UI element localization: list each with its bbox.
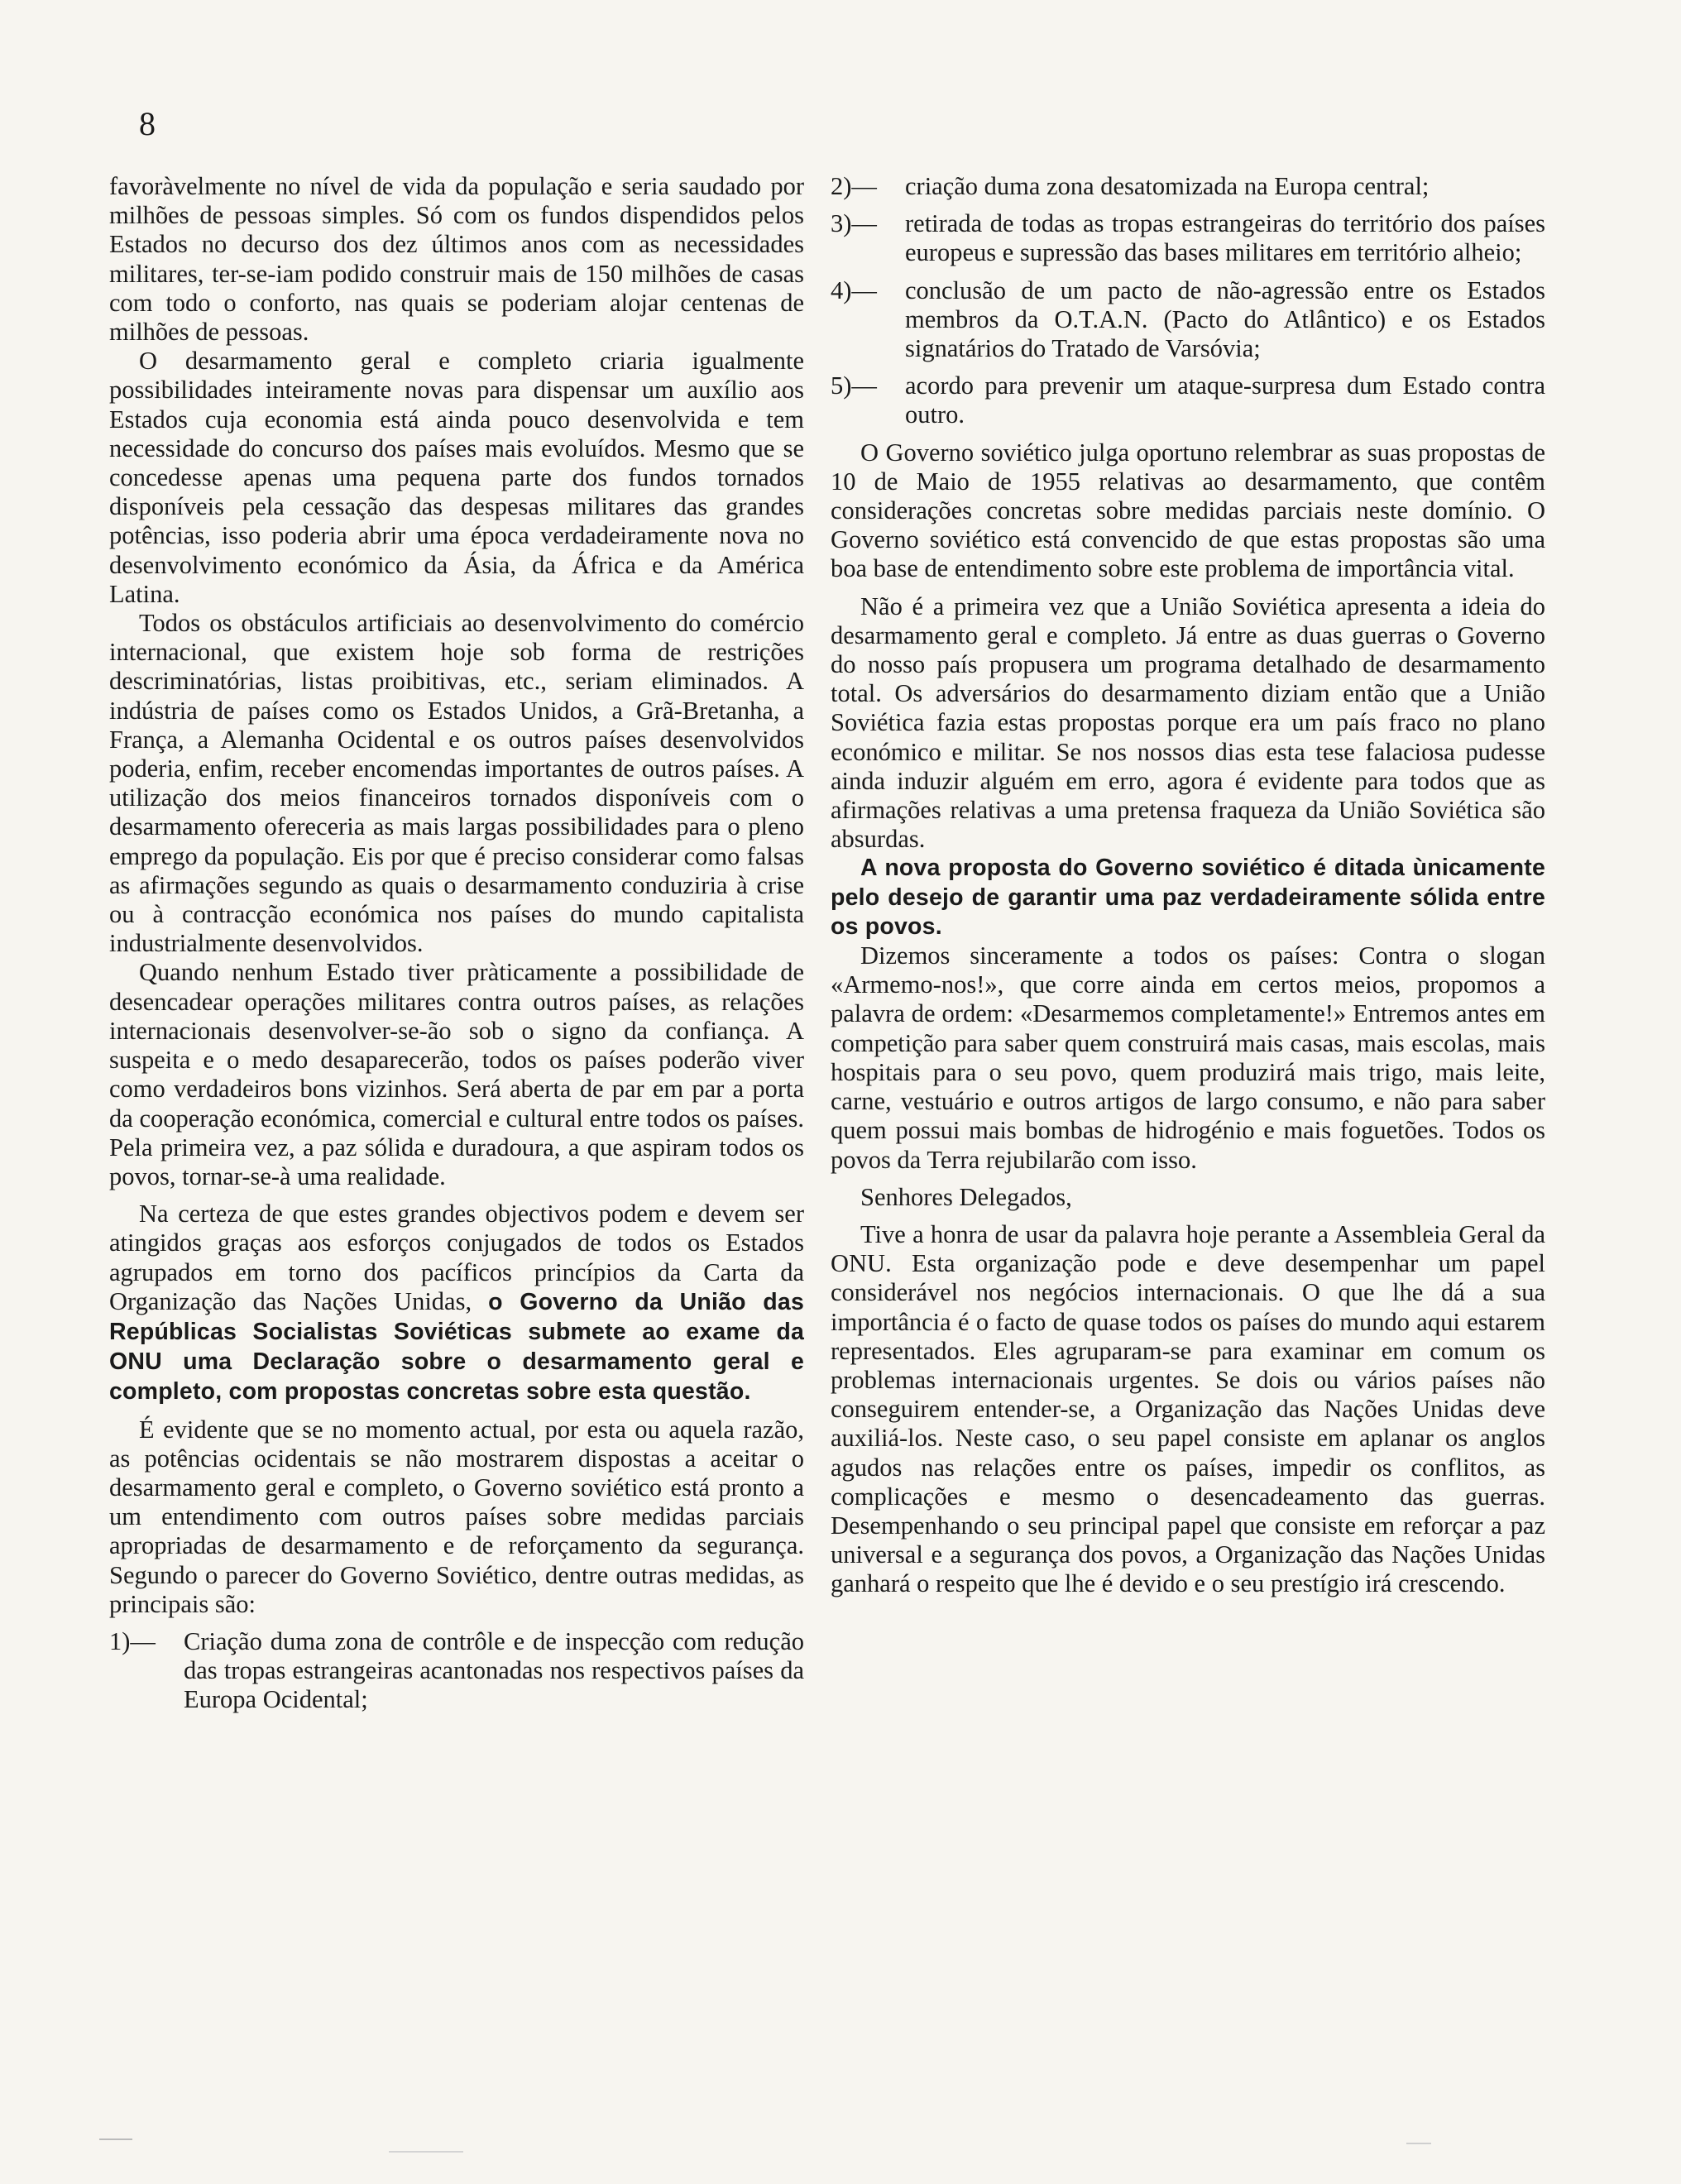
list-number: 2)— (831, 172, 877, 200)
scan-speck (99, 2138, 132, 2140)
declaration-bold-text: o Governo da União das Repúblicas Socialistas Soviéticas submete ao exame da ONU uma Declaração sobre o desarmamento geral e completo, com propostas concretas sobre esta questão. (109, 1288, 805, 1406)
bold-statement: A nova proposta do Governo soviético é ditada ùnicamente pelo desejo de garantir uma paz verdadeiramente sólida entre os povos. (831, 855, 1545, 940)
list-text: retirada de todas as tropas estrangeiras do território dos países europeus e supressão das bases militares em território alheio; (905, 209, 1545, 267)
list-text: acordo para prevenir um ataque-surpresa dum Estado contra outro. (905, 371, 1545, 429)
list-number: 3)— (831, 209, 877, 238)
paragraph-declaration (109, 1200, 804, 1406)
page-number: 8 (139, 105, 156, 142)
paragraph-lead: Na certeza de que estes grandes objectivos podem e devem ser atingidos graças aos esforços conjugados de todos os Estados agrupados em torno dos pacíficos princípios da Carta da Organização das Nações Unidas, (109, 1200, 804, 1315)
paragraph: Quando nenhum Estado tiver pràticamente a possibilidade de desencadear operações militares contra outros países, as relações internacionais desenvolver-se-ão sob o signo da confiança. A suspeita e o medo desaparecerão, todos os países poderão viver como verdadeiros bons vizinhos. Será aberta de par em par a porta da cooperação económica, comercial e cultural entre todos os países. Pela primeira vez, a paz sólida e duradoura, a que aspiram todos os povos, tornar-se-à uma realidade. (109, 958, 804, 1190)
paragraph: Todos os obstáculos artificiais ao desenvolvimento do comércio internacional, que existem hoje sob forma de restrições descriminatórias, listas proibitivas, etc., seriam eliminados. A indústria de países como os Estados Unidos, a Grã-Bretanha, a França, a Alemanha Ocidental e os outros países desenvolvidos poderia, enfim, receber encomendas importantes de outros países. A utilização dos meios financeiros tornados disponíveis com o desarmamento ofereceria as mais largas possibilidades para o pleno emprego da população. Eis por que é preciso considerar como falsas as afirmações segundo as quais o desarmamento conduziria à crise ou à contracção económica nos países do mundo capitalista industrialmente desenvolvidos. (109, 609, 804, 958)
paragraph: O desarmamento geral e completo criaria igualmente possibilidades inteiramente novas para dispensar um auxílio aos Estados cuja economia está ainda pouco desenvolvida e tem necessidade do concurso dos países mais evoluídos. Mesmo que se concedesse apenas uma pequena parte dos fundos tornados disponíveis pela cessação das despesas militares das grandes potências, isso poderia abrir uma época verdadeiramente nova no desenvolvimento económico da Ásia, da África e da América Latina. (109, 347, 804, 608)
paragraph: favoràvelmente no nível de vida da população e seria saudado por milhões de pessoas simples. Só com os fundos dispendidos pelos Estados no decurso dos dez últimos anos com as necessidades militares, ter-se-iam podido construir mais de 150 milhões de casas com todo o conforto, nas quais se poderiam alojar centenas de milhões de pessoas. (109, 172, 804, 347)
list-item (831, 172, 1545, 201)
right-column (831, 172, 1545, 1599)
list-text: criação duma zona desatomizada na Europa central; (905, 172, 1430, 200)
list-text: conclusão de um pacto de não-agressão entre os Estados membros da O.T.A.N. (Pacto do Atlântico) e os Estados signatários do Tratado de Varsóvia; (905, 275, 1545, 363)
paragraph: É evidente que se no momento actual, por esta ou aquela razão, as potências ocidentais se não mostrarem dispostas a aceitar o desarmamento geral e completo, o Governo soviético está pronto a um entendimento com outros países sobre medidas parciais apropriadas de desarmamento e de reforçamento da segurança. Segundo o parecer do Governo Soviético, dentre outras medidas, as principais são: (109, 1415, 804, 1618)
salutation: Senhores Delegados, (860, 1182, 1072, 1211)
list-number: 4)— (831, 275, 877, 304)
list-number: 1)— (109, 1626, 156, 1655)
paragraph: Não é a primeira vez que a União Soviética apresenta a ideia do desarmamento geral e completo. Já entre as duas guerras o Governo do nosso país propusera um programa detalhado de desarmamento total. Os adversários do desarmamento diziam então que a União Soviética fazia estas propostas porque era um país fraco no plano económico e militar. Se nos nossos dias esta tese falaciosa pudesse ainda induzir alguém em erro, agora é evidente para todos que as afirmações relativas a uma pretensa fraqueza da União Soviética são absurdas. (831, 592, 1545, 854)
list-item (831, 209, 1545, 267)
paragraph: Tive a honra de usar da palavra hoje perante a Assembleia Geral da ONU. Esta organização pode e deve desempenhar um papel considerável nos negócios internacionais. O que lhe dá a sua importância é o facto de quase todos os países do mundo aqui estarem representados. Eles agruparam-se para examinar em comum os problemas internacionais urgentes. Se dois ou vários países não conseguirem entender-se, a Organização das Nações Unidas deve auxiliá-los. Neste caso, o seu papel consiste em aplanar os anglos agudos nas relações entre os países, impedir os conflitos, as complicações e mesmo o desencadeamento das guerras. Desempenhando o seu principal papel que consiste em reforçar a paz universal e a segurança dos povos, a Organização das Nações Unidas ganhará o respeito que lhe é devido e o seu prestígio irá crescendo. (831, 1219, 1545, 1598)
list-text: Criação duma zona de contrôle e de inspecção com redução das tropas estrangeiras acantonadas nos respectivos países da Europa Ocidental; (184, 1626, 804, 1714)
scan-speck (389, 2151, 463, 2153)
scan-speck (1406, 2143, 1431, 2144)
paragraph: Dizemos sinceramente a todos os países: Contra o slogan «Armemo-nos!», que corre ainda em certos meios, propomos a palavra de ordem: «Desarmemos completamente!» Entremos antes em competição para saber quem construirá mais casas, mais escolas, mais hospitais para o seu povo, quem produzirá mais trigo, mais leite, carne, vestuário e outros artigos de largo consumo, e não para saber quem possui mais bombas de hidrogénio e mais foguetões. Todos os povos da Terra rejubilarão com isso. (831, 941, 1545, 1174)
paragraph: O Governo soviético julga oportuno relembrar as suas propostas de 10 de Maio de 1955 relativas ao desarmamento, que contêm considerações concretas sobre medidas parciais neste domínio. O Governo soviético está convencido de que estas propostas são uma boa base de entendimento sobre este problema de importância vital. (831, 438, 1545, 583)
list-item (109, 1627, 804, 1715)
left-column (109, 172, 804, 1715)
list-item (831, 276, 1545, 364)
list-number: 5)— (831, 371, 877, 400)
list-item (831, 371, 1545, 429)
